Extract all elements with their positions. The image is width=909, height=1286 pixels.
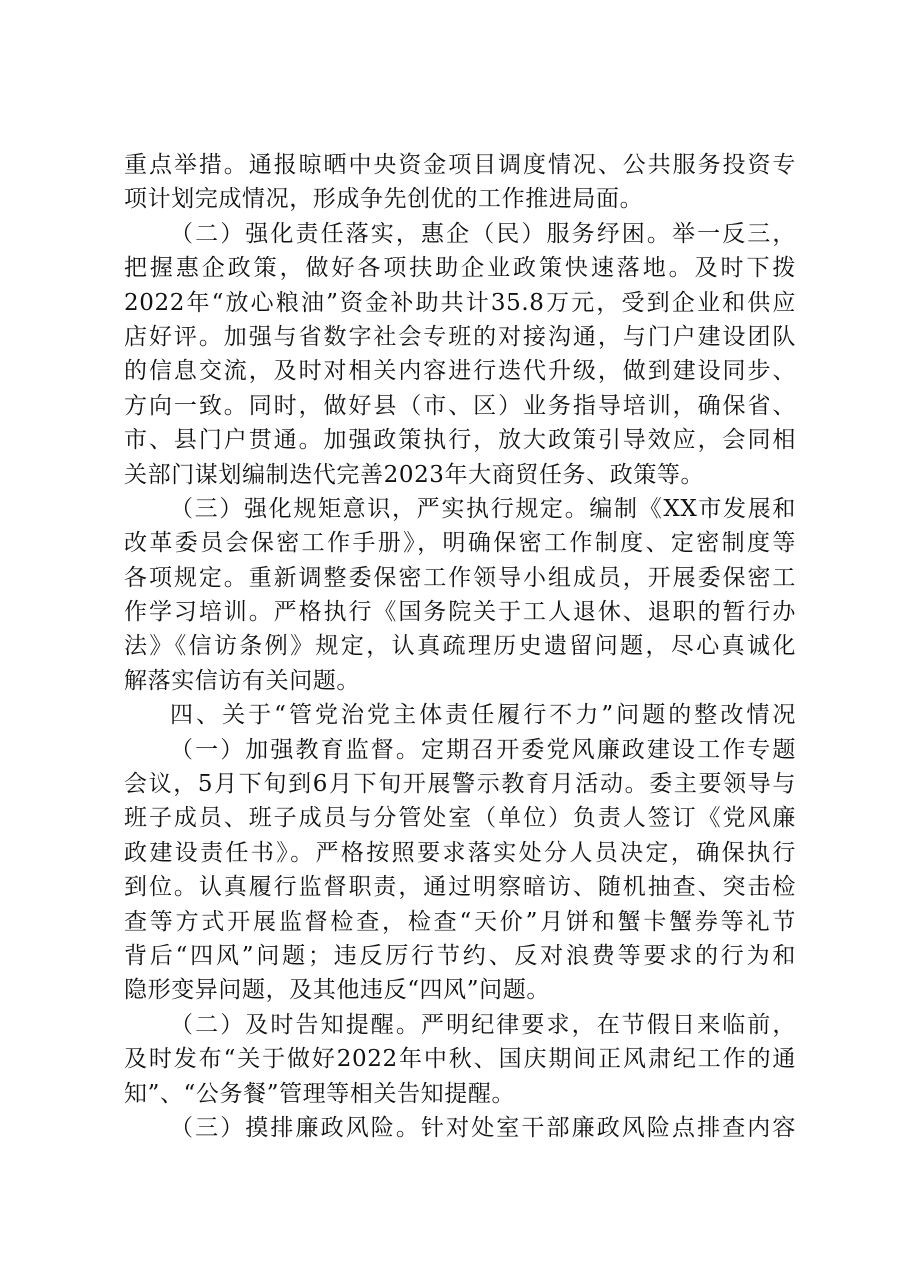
text-line: （二）强化责任落实，惠企（民）服务纾困。举一反三，	[170, 220, 796, 247]
text-line: 项计划完成情况，形成争先创优的工作推进局面。	[124, 186, 644, 213]
text-line: 方向一致。同时，做好县（市、区）业务指导培训，确保省、	[124, 392, 796, 419]
text-line: 政建设责任书》。严格按照要求落实处分人员决定，确保执行	[124, 839, 796, 866]
text-line: 各项规定。重新调整委保密工作领导小组成员，开展委保密工	[124, 564, 796, 591]
text-line: 到位。认真履行监督职责，通过明察暗访、随机抽查、突击检	[124, 874, 796, 901]
text-line: （二）及时告知提醒。严明纪律要求，在节假日来临前，	[170, 1011, 796, 1038]
text-line: 店好评。加强与省数字社会专班的对接沟通，与门户建设团队	[124, 323, 796, 350]
text-line: 作学习培训。严格执行《国务院关于工人退休、退职的暂行办	[124, 599, 796, 626]
text-line: 市、县门户贯通。加强政策执行，放大政策引导效应，会同相	[124, 427, 796, 454]
text-line: 四、关于“管党治党主体责任履行不力”问题的整改情况	[170, 702, 796, 729]
text-line: 隐形变异问题，及其他违反“四风”问题。	[124, 977, 550, 1004]
text-line: 重点举措。通报晾晒中央资金项目调度情况、公共服务投资专	[124, 152, 796, 178]
text-line: 法》《信访条例》规定，认真疏理历史遗留问题，尽心真诚化	[124, 633, 796, 660]
text-line: 查等方式开展监督检查，检查“天价”月饼和蟹卡蟹券等礼节	[124, 908, 796, 935]
document-body	[124, 148, 796, 1145]
text-line: 关部门谋划编制迭代完善2023年大商贸任务、政策等。	[124, 461, 705, 488]
text-line: 知”、“公务餐”管理等相关告知提醒。	[124, 1080, 516, 1107]
text-line: 及时发布“关于做好2022年中秋、国庆期间正风肃纪工作的通	[124, 1046, 796, 1073]
text-line: 把握惠企政策，做好各项扶助企业政策快速落地。及时下拨	[124, 255, 796, 282]
text-line: 2022年“放心粮油”资金补助共计35.8万元，受到企业和供应	[124, 289, 796, 316]
text-line: （三）摸排廉政风险。针对处室干部廉政风险点排查内容	[170, 1114, 796, 1141]
text-line: 班子成员、班子成员与分管处室（单位）负责人签订《党风廉	[124, 805, 796, 832]
text-line: 的信息交流，及时对相关内容进行迭代升级，做到建设同步、	[124, 358, 796, 385]
text-line: 会议，5月下旬到6月下旬开展警示教育月活动。委主要领导与	[124, 771, 796, 798]
text-line: 解落实信访有关问题。	[124, 667, 360, 694]
text-line: （三）强化规矩意识，严实执行规定。编制《XX市发展和	[170, 495, 796, 522]
text-line: 背后“四风”问题；违反厉行节约、反对浪费等要求的行为和	[124, 942, 796, 969]
text-line: （一）加强教育监督。定期召开委党风廉政建设工作专题	[170, 736, 796, 763]
text-line: 改革委员会保密工作手册》，明确保密工作制度、定密制度等	[124, 530, 796, 557]
